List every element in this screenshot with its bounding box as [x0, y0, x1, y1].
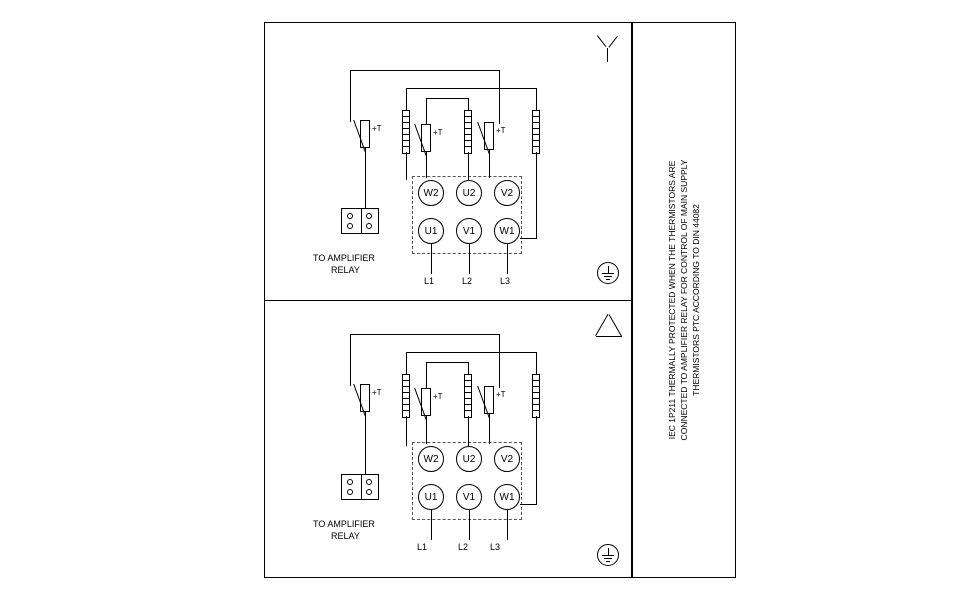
terminal-w2-star[interactable]: W2 [418, 180, 444, 206]
terminal-u2-delta[interactable]: U2 [456, 446, 482, 472]
supply-lead-l3-delta [507, 510, 508, 540]
earth-symbol-delta [597, 544, 619, 566]
supply-label-l1-star: L1 [424, 276, 435, 286]
supply-lead-l2-delta [469, 510, 470, 540]
terminal-w1-star[interactable]: W1 [494, 218, 520, 244]
thermistor-label-3-star: +T [496, 126, 506, 135]
wire-coil2-top-delta [468, 362, 469, 370]
wire-coil1-bottom-delta [406, 418, 407, 446]
thermistor-label-2-star: +T [433, 128, 443, 137]
supply-label-l3-delta: L3 [490, 542, 501, 552]
thermistor-3-star [484, 122, 494, 150]
panel-divider [264, 300, 632, 301]
supply-lead-l2-star [469, 244, 470, 274]
earth-symbol-star [597, 262, 619, 284]
wire-coil1-top-delta [406, 352, 407, 370]
wire-therm1-down-star [365, 148, 366, 210]
wire-left-drop-delta [350, 334, 351, 386]
terminal-u2-star[interactable]: U2 [456, 180, 482, 206]
supply-lead-l1-delta [431, 510, 432, 540]
connector-dot-2-delta [366, 479, 372, 485]
supply-label-l1-delta: L1 [417, 542, 428, 552]
thermistor-1-delta [360, 384, 370, 412]
amplifier-label-line1-delta: TO AMPLIFIER [313, 519, 375, 529]
wire-coil3-bottom-delta [536, 418, 537, 504]
connector-dot-3-delta [347, 489, 353, 495]
wire-top-bus-1-star [350, 70, 500, 71]
terminal-v1-star[interactable]: V1 [456, 218, 482, 244]
thermistor-label-2-delta: +T [433, 392, 443, 401]
winding-coil-2-delta [462, 368, 474, 424]
thermistor-label-1-star: +T [372, 124, 382, 133]
terminal-w1-delta[interactable]: W1 [494, 484, 520, 510]
wire-coil2-bottom-delta [468, 418, 469, 446]
note-block [632, 22, 736, 578]
winding-coil-3-delta [530, 368, 542, 424]
amplifier-label-line1-star: TO AMPLIFIER [313, 253, 375, 263]
wire-coil1-top-star [406, 88, 407, 106]
wire-therm1-down-delta [365, 412, 366, 476]
amplifier-connector-block-star[interactable] [341, 208, 379, 234]
wire-top-bus-2-star [406, 88, 536, 89]
winding-coil-3-star [530, 104, 542, 160]
thermistor-3-delta [484, 386, 494, 414]
wire-left-drop-star [350, 70, 351, 122]
wire-coil3-to-w1-delta [520, 504, 537, 505]
wire-therm2-down-star [426, 152, 427, 178]
wire-coil3-bottom-star [536, 154, 537, 238]
supply-label-l2-star: L2 [462, 276, 473, 286]
supply-label-l3-star: L3 [500, 276, 511, 286]
amplifier-label-line2-star: RELAY [331, 265, 360, 275]
terminal-v2-delta[interactable]: V2 [494, 446, 520, 472]
connector-dot-4-delta [366, 489, 372, 495]
wire-thermbranch-delta [426, 362, 427, 388]
terminal-w2-delta[interactable]: W2 [418, 446, 444, 472]
terminal-u1-delta[interactable]: U1 [418, 484, 444, 510]
wire-thermbranch-star [426, 98, 427, 124]
note-line-1: IEC 1P211 THERMALLY PROTECTED WHEN THE THERMISTORS ARE [667, 160, 677, 440]
connector-dot-1-star [347, 213, 353, 219]
winding-coil-2-star [462, 104, 474, 160]
wire-top-bus-3-delta [426, 362, 468, 363]
supply-lead-l3-star [507, 244, 508, 274]
wire-top-bus-1-delta [350, 334, 500, 335]
wire-coil1-bottom-star [406, 154, 407, 180]
wire-coil2-top-star [468, 98, 469, 106]
thermistor-label-3-delta: +T [496, 390, 506, 399]
star-connection-symbol [596, 36, 620, 62]
supply-lead-l1-star [431, 244, 432, 274]
thermistor-2-star [421, 124, 431, 152]
winding-coil-1-delta [400, 368, 412, 424]
terminal-u1-star[interactable]: U1 [418, 218, 444, 244]
connector-dot-1-delta [347, 479, 353, 485]
wire-top-bus-2-delta [406, 352, 536, 353]
wire-therm3-down-star [489, 150, 490, 178]
winding-coil-1-star [400, 104, 412, 160]
terminal-v2-star[interactable]: V2 [494, 180, 520, 206]
wire-right-drop-1-star [499, 70, 500, 124]
thermistor-1-star [360, 120, 370, 148]
wire-coil2-bottom-star [468, 154, 469, 180]
thermistor-2-delta [421, 388, 431, 416]
wire-right-drop-1-delta [499, 334, 500, 388]
thermistor-label-1-delta: +T [372, 388, 382, 397]
note-line-2: CONNECTED TO AMPLIFIER RELAY FOR CONTROL OF MAIN SUPPLY [679, 159, 689, 441]
connector-dot-3-star [347, 223, 353, 229]
wire-therm2-down-delta [426, 416, 427, 444]
note-line-3: THERMISTORS PTC ACCORDING TO DIN 44082 [691, 204, 701, 396]
wire-coil3-to-w1-star [520, 238, 537, 239]
supply-label-l2-delta: L2 [458, 542, 469, 552]
wire-coil3-top-star [536, 88, 537, 106]
wire-coil3-top-delta [536, 352, 537, 370]
amplifier-label-line2-delta: RELAY [331, 531, 360, 541]
terminal-v1-delta[interactable]: V1 [456, 484, 482, 510]
amplifier-connector-block-delta[interactable] [341, 474, 379, 500]
connector-dot-2-star [366, 213, 372, 219]
wire-therm3-down-delta [489, 414, 490, 444]
connector-dot-4-star [366, 223, 372, 229]
wire-top-bus-3-star [426, 98, 468, 99]
delta-connection-symbol [596, 314, 622, 338]
